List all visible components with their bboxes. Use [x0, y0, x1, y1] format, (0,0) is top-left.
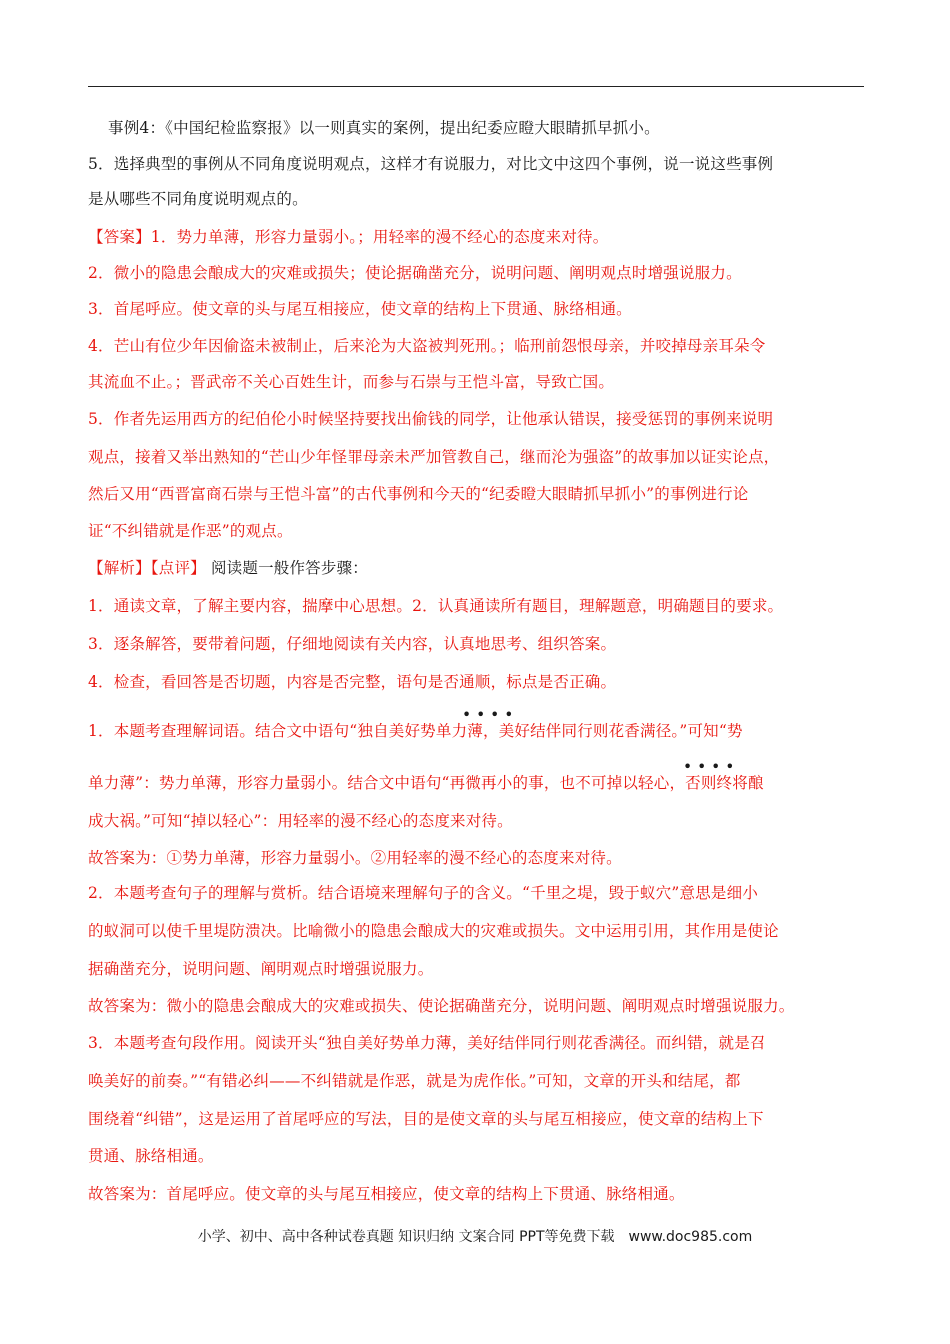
answer-line-1: 【答案】1．势力单薄，形容力量弱小。；用轻率的漫不经心的态度来对待。	[88, 228, 609, 246]
answer-summary-1: 故答案为：①势力单薄，形容力量弱小。②用轻率的漫不经心的态度来对待。	[88, 849, 622, 867]
analysis-tag: 【解析】【点评】	[88, 559, 206, 577]
text-line-1: 事例4：《中国纪检监察报》以一则真实的案例，提出纪委应瞪大眼睛抓早抓小。	[108, 119, 660, 137]
text-line-2: 5．选择典型的事例从不同角度说明观点，这样才有说服力，对比文中这四个事例，说一说这些事例	[88, 155, 774, 173]
answer-summary-3: 故答案为：首尾呼应。使文章的头与尾互相接应，使文章的结构上下贯通、脉络相通。	[88, 1185, 685, 1203]
answer-summary-2: 故答案为：微小的隐患会酿成大的灾难或损失、使论据确凿充分，说明问题、阐明观点时增强说服力。	[88, 997, 795, 1015]
explain-line-3: 成大祸。”可知“掉以轻心”：用轻率的漫不经心的态度来对待。	[88, 812, 513, 830]
answer-line-5: 其流血不止。；晋武帝不关心百姓生计，而参与石崇与王恺斗富，导致亡国。	[88, 373, 615, 391]
explain-line-5: 的蚁洞可以使千里堤防溃决。比喻微小的隐患会酿成大的灾难或损失。文中运用引用，其作用是使论	[88, 922, 779, 940]
explain-line-10: 贯通、脉络相通。	[88, 1147, 214, 1165]
step-line-3: 4．检查，看回答是否切题，内容是否完整，语句是否通顺，标点是否正确。	[88, 673, 617, 691]
footer-url[interactable]: www.doc985.com	[628, 1229, 753, 1245]
answer-line-9: 证“不纠错就是作恶”的观点。	[88, 522, 293, 540]
explain-line-6: 据确凿充分，说明问题、阐明观点时增强说服力。	[88, 960, 434, 978]
text-line-3: 是从哪些不同角度说明观点的。	[88, 190, 308, 208]
answer-line-6: 5．作者先运用西方的纪伯伦小时候坚持要找出偷钱的同学，让他承认错误，接受惩罚的事例来说明	[88, 410, 774, 428]
answer-line-7: 观点，接着又举出熟知的“芒山少年怪罪母亲未严加管教自己，继而沦为强盗”的故事加以证实论点，	[88, 448, 780, 466]
step-line-2: 3．逐条解答，要带着问题，仔细地阅读有关内容，认真地思考、组织答案。	[88, 635, 617, 653]
answer-line-4: 4．芒山有位少年因偷盗未被制止，后来沦为大盗被判死刑。；临刑前怨恨母亲，并咬掉母亲耳朵令	[88, 337, 766, 355]
explain-line-4: 2．本题考查句子的理解与赏析。结合语境来理解句子的含义。“千里之堤，毁于蚁穴”意思是细小	[88, 884, 759, 902]
explain-line-7: 3．本题考查句段作用。阅读开头“独自美好势单力薄，美好结伴同行则花香满径。而纠错，就是召	[88, 1034, 766, 1052]
step-line-1: 1．通读文章，了解主要内容，揣摩中心思想。2．认真通读所有题目，理解题意，明确题目的要求。	[88, 597, 784, 615]
footer-text: 小学、初中、高中各种试卷真题 知识归纳 文案合同 PPT等免费下载	[197, 1229, 615, 1245]
emphasis-dots-1: • • • •	[462, 706, 514, 724]
header-rule	[88, 86, 864, 87]
answer-line-3: 3．首尾呼应。使文章的头与尾互相接应，使文章的结构上下贯通、脉络相通。	[88, 300, 632, 318]
answer-line-2: 2．微小的隐患会酿成大的灾难或损失；使论据确凿充分，说明问题、阐明观点时增强说服力。	[88, 264, 742, 282]
explain-line-8: 唤美好的前奏。”“有错必纠——不纠错就是作恶，就是为虎作伥。”可知，文章的开头和结尾，都	[88, 1072, 741, 1090]
emphasis-dots-2: • • • •	[683, 758, 735, 776]
explain-line-9: 围绕着“纠错”，这是运用了首尾呼应的写法，目的是使文章的头与尾互相接应，使文章的结构上下	[88, 1110, 764, 1128]
answer-line-8: 然后又用“西晋富商石崇与王恺斗富”的古代事例和今天的“纪委瞪大眼睛抓早抓小”的事例进行论	[88, 485, 749, 503]
explain-line-1: 1．本题考查理解词语。结合文中语句“独自美好势单力薄，美好结伴同行则花香满径。”可知“势	[88, 722, 743, 740]
explain-line-2: 单力薄”：势力单薄，形容力量弱小。结合文中语句“再微再小的事，也不可掉以轻心，否则终将酿	[88, 774, 764, 792]
page-footer	[0, 1226, 950, 1246]
analysis-heading	[88, 557, 878, 579]
analysis-steps-title: 阅读题一般作答步骤：	[205, 559, 368, 577]
